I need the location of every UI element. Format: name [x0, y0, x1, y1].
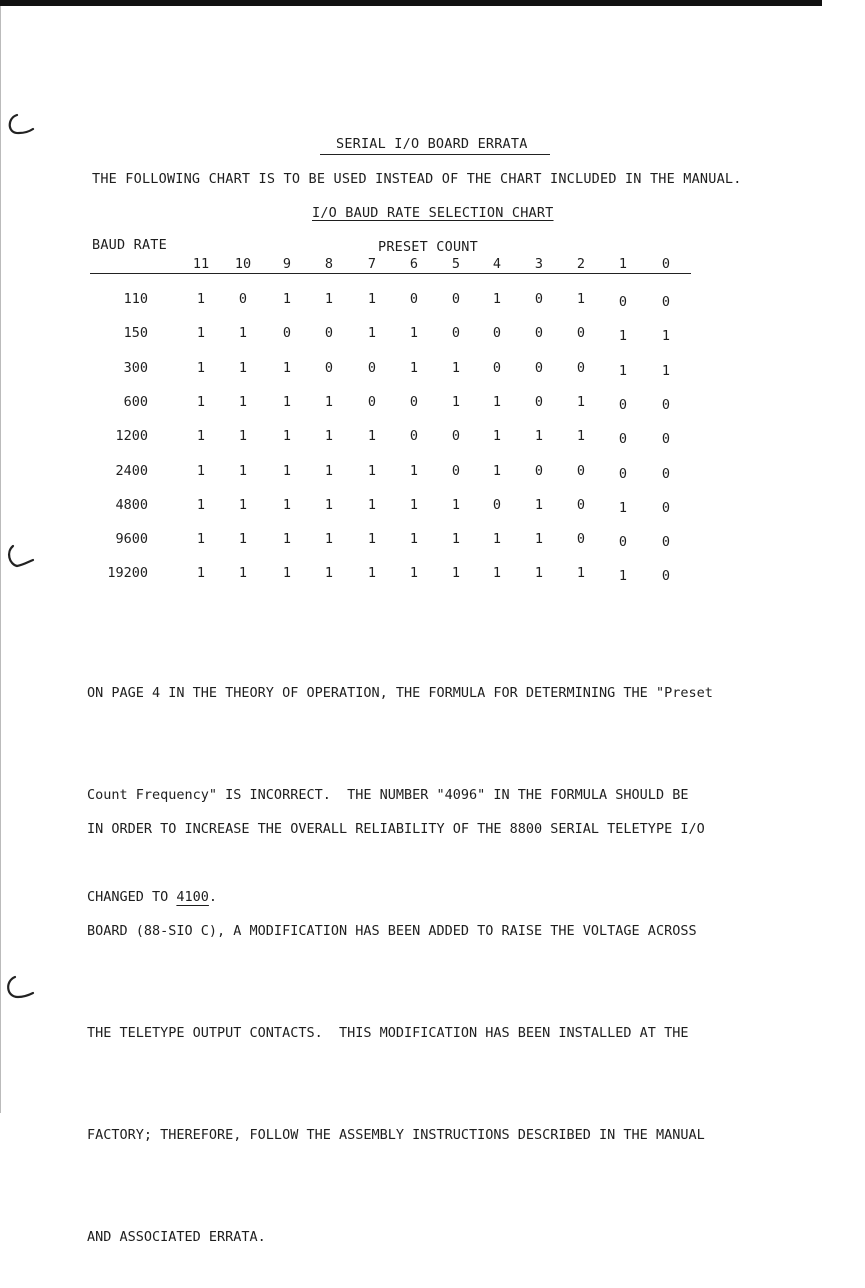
bit-cell: 1	[238, 565, 248, 582]
bit-cell: 0	[409, 428, 419, 445]
chart-title: I/O BAUD RATE SELECTION CHART	[312, 205, 554, 221]
bit-cell: 1	[367, 291, 377, 307]
bit-cell: 0	[661, 499, 671, 516]
page-title: SERIAL I/O BOARD ERRATA	[336, 136, 528, 152]
table-row	[0, 360, 865, 380]
bit-cell: 1	[409, 496, 419, 513]
bit-cell: 1	[492, 428, 502, 445]
bit-cell: 0	[618, 465, 628, 482]
bit-cell: 1	[282, 359, 292, 376]
bit-cell: 1	[367, 462, 377, 479]
baud-rate-cell: 4800	[115, 496, 148, 513]
bit-column-label: 4	[492, 256, 502, 272]
bit-cell: 0	[451, 291, 461, 307]
bit-cell: 0	[661, 465, 671, 482]
bit-cell: 1	[282, 393, 292, 410]
bit-cell: 1	[196, 462, 206, 479]
bit-column-label: 1	[618, 256, 628, 272]
bit-cell: 0	[451, 428, 461, 445]
bit-cell: 1	[282, 496, 292, 513]
bit-cell: 1	[492, 393, 502, 410]
bit-cell: 1	[492, 531, 502, 548]
baud-rate-header: BAUD RATE	[92, 237, 167, 253]
bit-cell: 0	[282, 325, 292, 342]
bit-cell: 0	[576, 325, 586, 342]
bit-cell: 0	[576, 359, 586, 376]
bit-cell: 1	[367, 531, 377, 548]
bit-column-label: 11	[192, 256, 210, 272]
bit-cell: 0	[618, 396, 628, 413]
bit-cell: 0	[492, 359, 502, 376]
binder-hole-mark-bottom	[3, 975, 35, 1001]
bit-column-label: 10	[234, 256, 252, 272]
preset-count-header: PRESET COUNT	[378, 239, 478, 255]
bit-cell: 1	[196, 496, 206, 513]
bit-cell: 0	[492, 325, 502, 342]
bit-cell: 0	[661, 294, 671, 310]
bit-cell: 1	[238, 428, 248, 445]
bit-cell: 1	[409, 325, 419, 342]
bit-cell: 0	[451, 462, 461, 479]
bit-cell: 0	[618, 431, 628, 448]
bit-cell: 1	[492, 565, 502, 582]
bit-cell: 1	[324, 496, 334, 513]
bit-cell: 0	[409, 291, 419, 307]
bit-cell: 1	[282, 531, 292, 548]
bit-cell: 1	[324, 462, 334, 479]
header-rule	[90, 273, 691, 274]
baud-rate-cell: 600	[123, 393, 148, 410]
top-edge-bar	[0, 0, 822, 6]
bit-cell: 0	[661, 534, 671, 551]
bit-column-label: 5	[451, 256, 461, 272]
bit-cell: 1	[196, 428, 206, 445]
table-row	[0, 325, 865, 345]
bit-cell: 1	[451, 496, 461, 513]
baud-rate-cell: 9600	[115, 531, 148, 548]
bit-cell: 0	[324, 359, 334, 376]
bit-cell: 1	[238, 531, 248, 548]
bit-cell: 1	[324, 393, 334, 410]
paragraph-line: ON PAGE 4 IN THE THEORY OF OPERATION, THE FORMULA FOR DETERMINING THE "Preset	[87, 685, 713, 701]
bit-cell: 0	[661, 396, 671, 413]
bit-cell: 0	[492, 496, 502, 513]
baud-rate-cell: 19200	[107, 565, 148, 582]
bit-cell: 1	[196, 325, 206, 342]
bit-cell: 1	[451, 393, 461, 410]
bit-cell: 0	[661, 431, 671, 448]
baud-rate-cell: 2400	[115, 462, 148, 479]
baud-rate-cell: 150	[123, 325, 148, 342]
bit-cell: 1	[576, 291, 586, 307]
bit-cell: 1	[618, 568, 628, 585]
corrected-number: 4100	[176, 889, 209, 905]
bit-cell: 1	[282, 565, 292, 582]
bit-cell: 1	[492, 462, 502, 479]
bit-cell: 0	[534, 291, 544, 307]
bit-cell: 1	[238, 496, 248, 513]
baud-rate-cell: 1200	[115, 428, 148, 445]
bit-cell: 1	[367, 565, 377, 582]
bit-cell: 1	[451, 531, 461, 548]
bit-column-label: 3	[534, 256, 544, 272]
baud-rate-cell: 110	[123, 291, 148, 307]
bit-cell: 0	[534, 325, 544, 342]
bit-cell: 0	[661, 568, 671, 585]
bit-cell: 1	[324, 565, 334, 582]
bit-column-header-row	[0, 256, 865, 274]
bit-cell: 1	[451, 359, 461, 376]
table-row	[0, 463, 865, 483]
table-row	[0, 428, 865, 448]
paragraph-line: THE TELETYPE OUTPUT CONTACTS. THIS MODIFICATION HAS BEEN INSTALLED AT THE	[87, 1025, 689, 1041]
bit-cell: 1	[238, 359, 248, 376]
intro-text: THE FOLLOWING CHART IS TO BE USED INSTEAD OF THE CHART INCLUDED IN THE MANUAL.	[92, 171, 742, 187]
left-page-edge	[0, 6, 1, 1113]
table-row	[0, 565, 865, 585]
bit-cell: 1	[409, 359, 419, 376]
changed-to-label: CHANGED TO	[87, 889, 177, 905]
bit-cell: 1	[324, 531, 334, 548]
bit-cell: 1	[196, 359, 206, 376]
bit-cell: 0	[238, 291, 248, 307]
bit-column-label: 0	[661, 256, 671, 272]
bit-cell: 1	[324, 291, 334, 307]
bit-cell: 1	[282, 291, 292, 307]
bit-cell: 1	[196, 393, 206, 410]
table-row	[0, 291, 865, 311]
paragraph-line-prefix: Count Frequency" IS INCORRECT. THE NUMBER "4096" IN THE FORMULA SHOULD BE	[87, 787, 689, 803]
bit-column-label: 8	[324, 256, 334, 272]
bit-cell: 1	[618, 328, 628, 345]
bit-cell: 1	[492, 291, 502, 307]
bit-cell: 1	[324, 428, 334, 445]
baud-rate-cell: 300	[123, 359, 148, 376]
bit-cell: 0	[451, 325, 461, 342]
table-row	[0, 531, 865, 551]
binder-hole-mark-top	[3, 112, 35, 138]
bit-cell: 1	[196, 565, 206, 582]
bit-cell: 1	[282, 428, 292, 445]
bit-cell: 0	[534, 359, 544, 376]
bit-cell: 0	[324, 325, 334, 342]
bit-cell: 1	[196, 531, 206, 548]
bit-cell: 1	[367, 325, 377, 342]
bit-cell: 1	[451, 565, 461, 582]
bit-cell: 1	[534, 531, 544, 548]
bit-cell: 1	[409, 531, 419, 548]
bit-cell: 1	[534, 496, 544, 513]
bit-column-label: 9	[282, 256, 292, 272]
bit-cell: 1	[409, 565, 419, 582]
paragraph-line: BOARD (88-SIO C), A MODIFICATION HAS BEEN ADDED TO RAISE THE VOLTAGE ACROSS	[87, 923, 697, 939]
bit-cell: 1	[196, 291, 206, 307]
bit-cell: 1	[661, 362, 671, 379]
paragraph-line: AND ASSOCIATED ERRATA.	[87, 1229, 266, 1245]
title-underline	[320, 154, 550, 155]
bit-column-label: 2	[576, 256, 586, 272]
bit-cell: 0	[618, 534, 628, 551]
bit-cell: 1	[238, 325, 248, 342]
bit-cell: 1	[618, 362, 628, 379]
bit-cell: 1	[576, 565, 586, 582]
bit-cell: 0	[367, 393, 377, 410]
bit-cell: 1	[238, 462, 248, 479]
bit-cell: 1	[618, 499, 628, 516]
sentence-end: .	[208, 889, 218, 905]
paragraph-line: IN ORDER TO INCREASE THE OVERALL RELIABILITY OF THE 8800 SERIAL TELETYPE I/O	[87, 821, 705, 837]
bit-cell: 1	[576, 393, 586, 410]
bit-cell: 0	[534, 462, 544, 479]
bit-cell: 1	[409, 462, 419, 479]
table-row	[0, 497, 865, 517]
bit-cell: 0	[534, 393, 544, 410]
bit-cell: 1	[576, 428, 586, 445]
bit-cell: 1	[534, 428, 544, 445]
bit-cell: 1	[661, 328, 671, 345]
bit-cell: 1	[367, 496, 377, 513]
bit-cell: 1	[367, 428, 377, 445]
bit-cell: 0	[367, 359, 377, 376]
bit-cell: 0	[576, 496, 586, 513]
bit-cell: 0	[576, 462, 586, 479]
bit-column-label: 7	[367, 256, 377, 272]
table-row	[0, 394, 865, 414]
bit-cell: 0	[576, 531, 586, 548]
bit-cell: 0	[409, 393, 419, 410]
modification-paragraph	[87, 744, 705, 1288]
paragraph-line: FACTORY; THEREFORE, FOLLOW THE ASSEMBLY INSTRUCTIONS DESCRIBED IN THE MANUAL	[87, 1127, 705, 1143]
bit-cell: 0	[618, 294, 628, 310]
bit-cell: 1	[282, 462, 292, 479]
bit-cell: 1	[238, 393, 248, 410]
bit-column-label: 6	[409, 256, 419, 272]
bit-cell: 1	[534, 565, 544, 582]
